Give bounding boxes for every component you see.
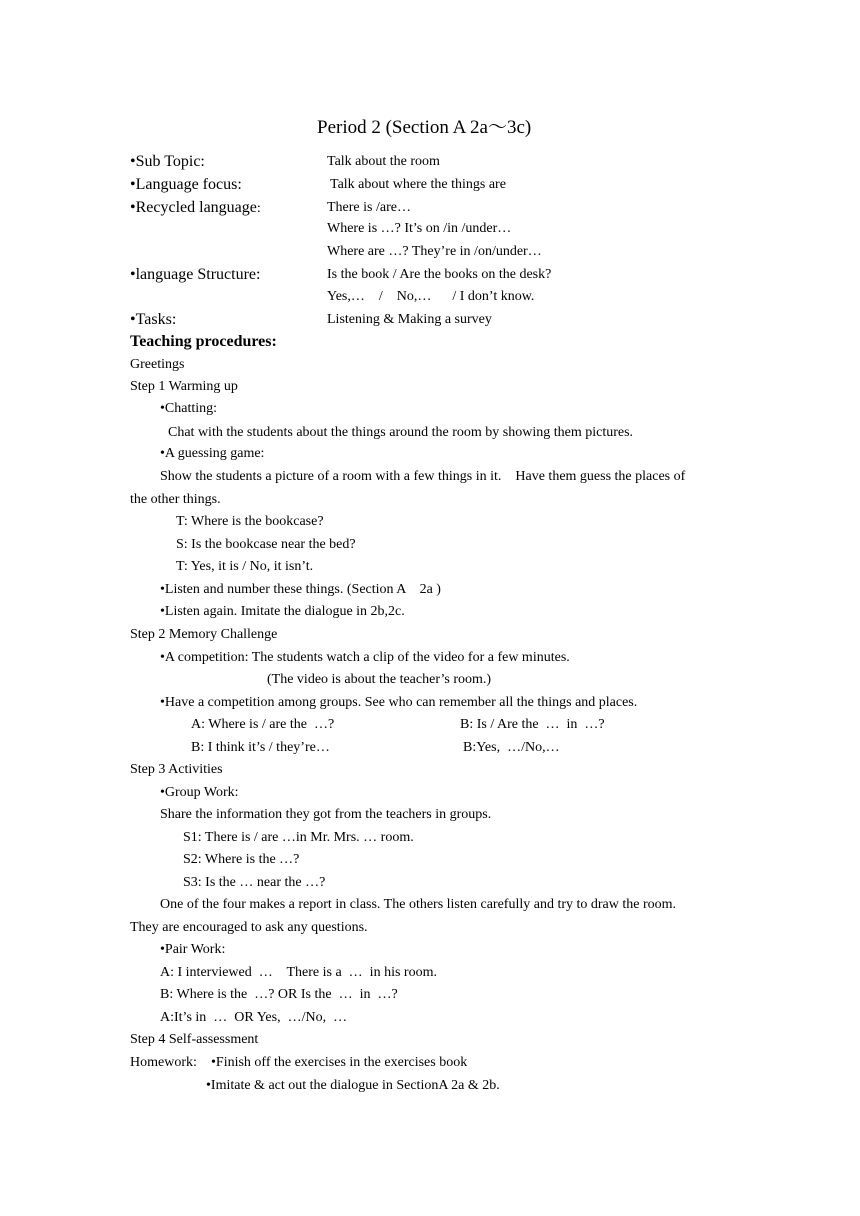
homework-item: •Finish off the exercises in the exercises book [211, 1055, 468, 1070]
listen-number-item: •Listen and number these things. (Section A 2a ) [160, 582, 441, 597]
pair-work-label: •Pair Work: [160, 942, 226, 957]
dialogue-line: S1: There is / are …in Mr. Mrs. … room. [183, 830, 414, 845]
language-structure-label: •language Structure: [130, 266, 261, 283]
step-heading: Step 3 Activities [130, 762, 223, 777]
step-heading: Step 4 Self-assessment [130, 1032, 259, 1047]
dialogue-line: A: Where is / are the …? [191, 717, 335, 732]
share-text: Share the information they got from the teachers in groups. [160, 807, 492, 822]
dialogue-line: T: Where is the bookcase? [176, 514, 324, 529]
dialogue-line: S: Is the bookcase near the bed? [176, 537, 356, 552]
homework-label: Homework: [130, 1055, 197, 1070]
dialogue-line: B: Where is the …? OR Is the … in …? [160, 987, 398, 1002]
recycled-language-label [130, 198, 261, 219]
procedures-heading: Teaching procedures: [130, 333, 277, 350]
dialogue-line: T: Yes, it is / No, it isn’t. [176, 559, 314, 574]
step-heading: Step 1 Warming up [130, 379, 238, 394]
guessing-text: the other things. [130, 492, 221, 507]
homework-item: •Imitate & act out the dialogue in SectionA 2a & 2b. [206, 1078, 500, 1093]
language-structure-value: Is the book / Are the books on the desk? [327, 267, 552, 282]
video-note: (The video is about the teacher’s room.) [267, 672, 492, 687]
dialogue-line: B: Is / Are the … in …? [460, 717, 605, 732]
dialogue-line: S2: Where is the …? [183, 852, 300, 867]
dialogue-line: A: I interviewed … There is a … in his room. [160, 965, 437, 980]
language-focus-value: Talk about where the things are [330, 177, 506, 192]
language-structure-value: Yes,… / No,… / I don’t know. [327, 289, 535, 304]
group-work-label: •Group Work: [160, 785, 239, 800]
language-focus-label: •Language focus: [130, 176, 242, 193]
chatting-text: Chat with the students about the things around the room by showing them pictures. [168, 425, 634, 440]
recycled-value: Where is …? It’s on /in /under… [327, 221, 512, 236]
dialogue-line: B:Yes, …/No,… [463, 740, 560, 755]
have-competition-item: •Have a competition among groups. See who can remember all the things and places. [160, 695, 638, 710]
report-text: They are encouraged to ask any questions. [130, 920, 368, 935]
tasks-label: •Tasks: [130, 311, 177, 328]
guessing-text: Show the students a picture of a room with a few things in it. Have them guess the places of [160, 469, 686, 484]
recycled-language-label-text: •Recycled language [130, 199, 257, 216]
greetings-text: Greetings [130, 357, 185, 372]
tasks-value: Listening & Making a survey [327, 312, 492, 327]
guessing-label: •A guessing game: [160, 446, 265, 461]
dialogue-line: A:It’s in … OR Yes, …/No, … [160, 1010, 348, 1025]
recycled-value: Where are …? They’re in /on/under… [327, 244, 542, 259]
recycled-value: There is /are… [327, 200, 411, 215]
dialogue-line: B: I think it’s / they’re… [191, 740, 330, 755]
listen-again-item: •Listen again. Imitate the dialogue in 2b,2c. [160, 604, 405, 619]
page-title: Period 2 (Section A 2a～3c) [317, 117, 532, 138]
competition-item: •A competition: The students watch a clip of the video for a few minutes. [160, 650, 570, 665]
report-text: One of the four makes a report in class. The others listen carefully and try to draw the room. [160, 897, 677, 912]
dialogue-line: S3: Is the … near the …? [183, 875, 326, 890]
recycled-language-label-colon: : [256, 201, 261, 216]
step-heading: Step 2 Memory Challenge [130, 627, 278, 642]
chatting-label: •Chatting: [160, 401, 218, 416]
sub-topic-label: •Sub Topic: [130, 153, 205, 170]
sub-topic-value: Talk about the room [327, 154, 440, 169]
